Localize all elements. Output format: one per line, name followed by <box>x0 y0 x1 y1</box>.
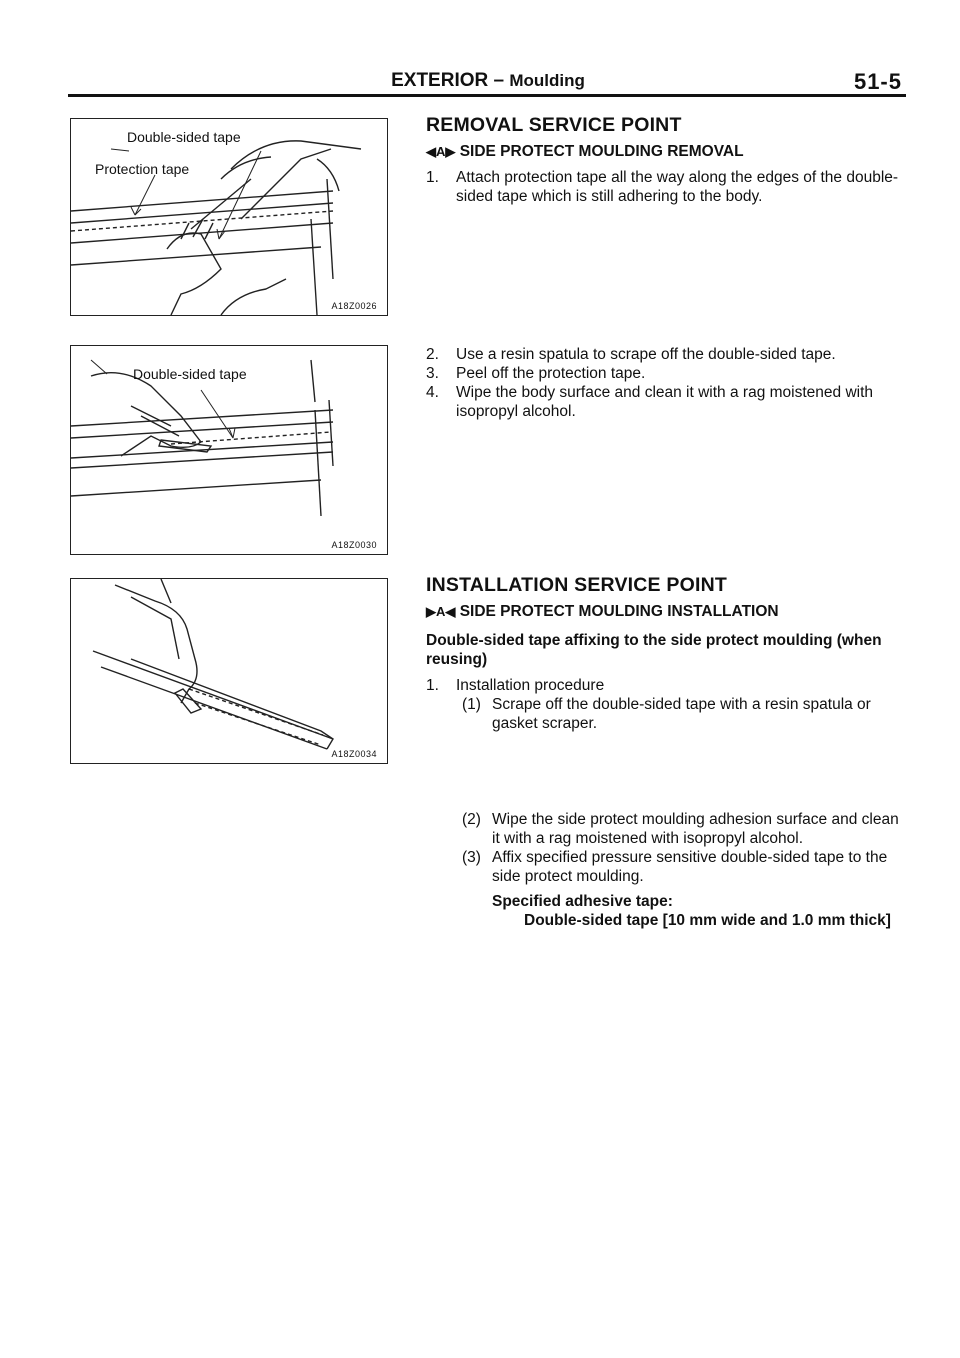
removal-subheading-text: SIDE PROTECT MOULDING REMOVAL <box>459 143 744 160</box>
installation-step <box>426 676 906 695</box>
figure-protection-tape <box>70 118 388 316</box>
step-number: 1. <box>426 169 439 186</box>
installation-heading: INSTALLATION SERVICE POINT <box>426 574 727 596</box>
installation-substep <box>426 695 906 733</box>
label-protection-tape: Protection tape <box>95 161 190 177</box>
installation-section <box>426 576 906 733</box>
spec-value: Double-sided tape [10 mm wide and 1.0 mm thick] <box>524 912 891 929</box>
header-title <box>70 70 906 92</box>
substep-text: Wipe the side protect moulding adhesion surface and clean it with a rag moistened with isopropyl alcohol. <box>492 811 899 847</box>
figure-code: A18Z0030 <box>331 540 377 550</box>
figure-reuse-moulding <box>70 578 388 764</box>
removal-step <box>426 168 906 206</box>
installation-subheading-text: SIDE PROTECT MOULDING INSTALLATION <box>459 603 779 620</box>
step-text: Use a resin spatula to scrape off the double-sided tape. <box>456 346 836 363</box>
removal-step <box>426 345 906 364</box>
figure-code: A18Z0026 <box>331 301 377 311</box>
header-rule <box>68 94 906 97</box>
figure-code: A18Z0034 <box>331 749 377 759</box>
removal-subheading <box>426 142 906 161</box>
title-dash: – <box>493 70 505 91</box>
removal-step <box>426 383 906 421</box>
step-number: 3. <box>426 365 439 382</box>
step-text: Installation procedure <box>456 677 605 694</box>
figure-scrape-tape <box>70 345 388 555</box>
step-number: 4. <box>426 384 439 401</box>
installation-note: Double-sided tape affixing to the side protect moulding (when reusing) <box>426 632 882 668</box>
figure-1-illustration <box>71 119 387 315</box>
removal-step <box>426 364 906 383</box>
spec-label: Specified adhesive tape: <box>492 893 673 910</box>
installation-substep <box>426 848 906 886</box>
page-header <box>70 70 906 94</box>
removal-steps-continued <box>426 345 906 421</box>
section-title: EXTERIOR <box>391 70 489 91</box>
substep-number: (2) <box>462 811 481 828</box>
subsection-title: Moulding <box>509 71 585 90</box>
removal-marker: ◀A▶ <box>426 144 456 159</box>
step-text: Wipe the body surface and clean it with a rag moistened with isopropyl alcohol. <box>456 384 874 420</box>
step-text: Peel off the protection tape. <box>456 365 646 382</box>
installation-substep <box>426 810 906 848</box>
figure-3-illustration <box>71 579 387 763</box>
removal-heading: REMOVAL SERVICE POINT <box>426 114 682 136</box>
step-text: Attach protection tape all the way along the edges of the double-sided tape which is still adhering to the body. <box>456 169 899 205</box>
installation-steps-continued <box>426 810 906 930</box>
label-double-sided-tape: Double-sided tape <box>127 129 241 145</box>
substep-text: Scrape off the double-sided tape with a resin spatula or gasket scraper. <box>492 696 871 732</box>
step-number: 1. <box>426 677 439 694</box>
installation-marker: ▶A◀ <box>426 604 456 619</box>
substep-text: Affix specified pressure sensitive double-sided tape to the side protect moulding. <box>492 849 888 885</box>
substep-number: (3) <box>462 849 481 866</box>
substep-number: (1) <box>462 696 481 713</box>
step-number: 2. <box>426 346 439 363</box>
removal-section <box>426 116 906 206</box>
page-number: 51-5 <box>853 69 902 94</box>
installation-subheading <box>426 602 906 621</box>
label-double-sided-tape: Double-sided tape <box>133 366 247 382</box>
